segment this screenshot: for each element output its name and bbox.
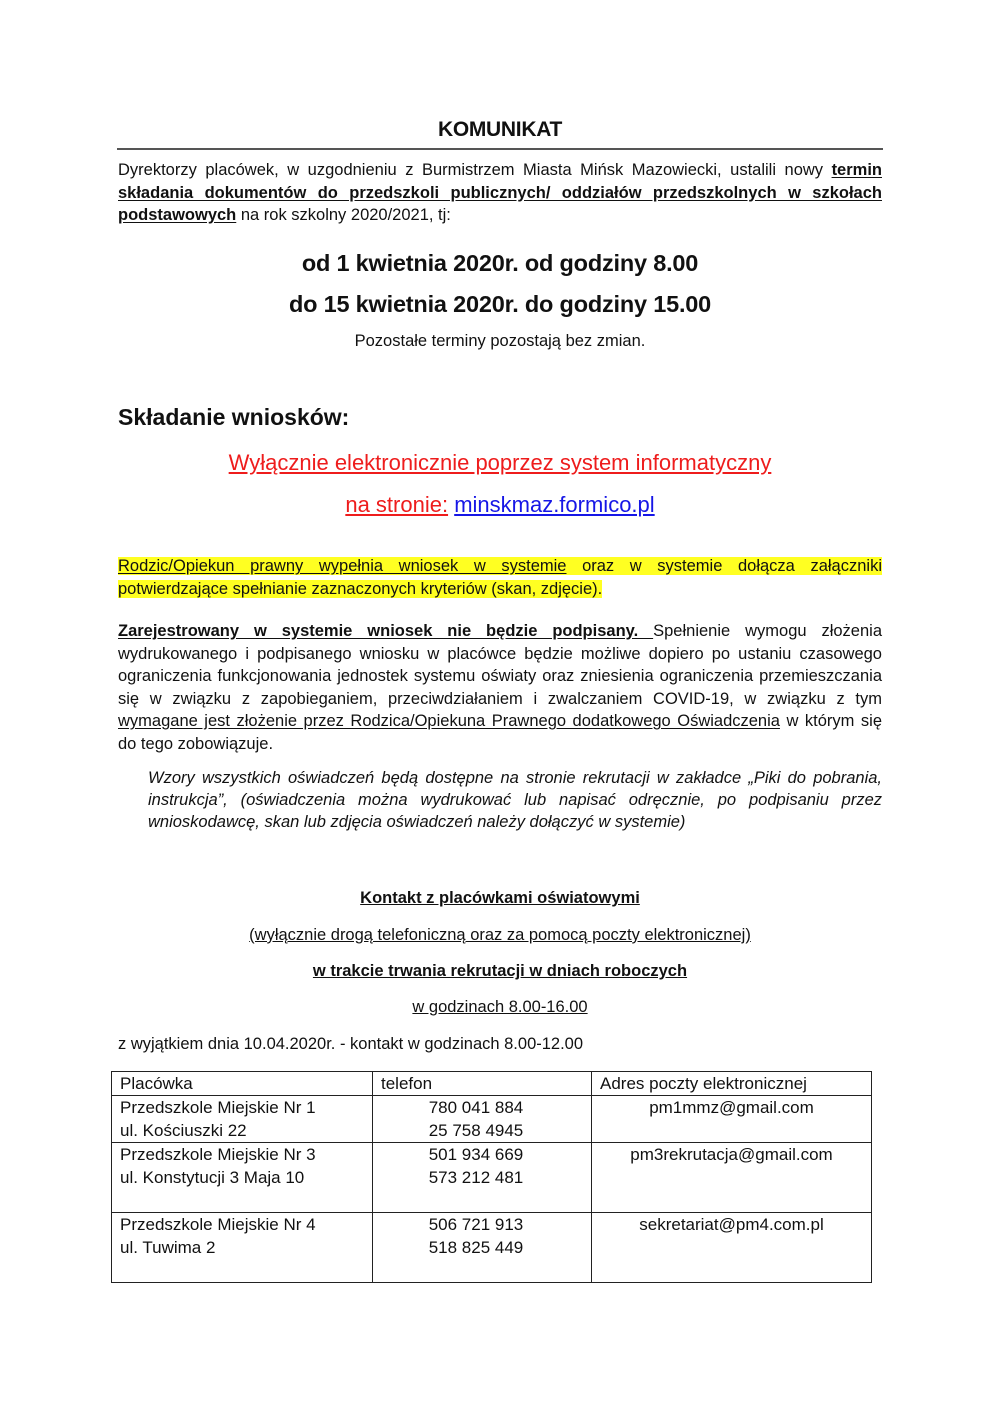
site-prefix: na stronie: — [345, 492, 449, 517]
signature-note-emphasis: Zarejestrowany w systemie wniosek nie będzie podpisany. — [118, 622, 654, 640]
phone-number[interactable]: 573 212 481 — [428, 1168, 524, 1187]
date-to: do 15 kwietnia 2020r. do godziny 15.00 — [288, 291, 712, 317]
phone-number[interactable]: 518 825 449 — [428, 1238, 524, 1257]
parent-note-rest: oraz w systemie dołącza załączniki potwierdzające spełnianie zaznaczonych kryteriów (skan, zdjęcie). — [118, 557, 882, 598]
intro-lead: Dyrektorzy placówek, w uzgodnieniu z Burmistrzem Miasta Mińsk Mazowiecki, ustalili nowy — [118, 161, 824, 179]
header-placowka: Placówka — [112, 1072, 373, 1096]
phone-number[interactable]: 506 721 913 — [428, 1215, 524, 1234]
email-cell — [592, 1143, 872, 1213]
phone-number[interactable]: 501 934 669 — [428, 1145, 524, 1164]
table-header-row — [112, 1072, 872, 1096]
email-cell — [592, 1096, 872, 1143]
phone-cell — [373, 1143, 592, 1213]
method-line — [0, 450, 1000, 476]
facility-cell — [112, 1143, 373, 1213]
header-email: Adres poczty elektronicznej — [592, 1072, 872, 1096]
facility-name: Przedszkole Miejskie Nr 3 — [120, 1145, 316, 1164]
applications-heading: Składanie wniosków: — [118, 404, 350, 430]
email-cell — [592, 1213, 872, 1283]
facility-address: ul. Konstytucji 3 Maja 10 — [120, 1168, 305, 1187]
facility-name: Przedszkole Miejskie Nr 4 — [120, 1215, 316, 1234]
parent-note-underlined: Rodzic/Opiekun prawny wypełnia wniosek w systemie — [118, 557, 567, 575]
contact-hours — [0, 998, 1000, 1017]
page-title: KOMUNIKAT — [437, 118, 563, 141]
email-address[interactable]: pm3rekrutacja@gmail.com — [630, 1145, 833, 1164]
intro-tail: na rok szkolny 2020/2021, tj: — [236, 206, 451, 224]
phone-cell — [373, 1213, 592, 1283]
site-line — [0, 492, 1000, 518]
facility-address: ul. Tuwima 2 — [120, 1238, 216, 1257]
facility-name: Przedszkole Miejskie Nr 1 — [120, 1098, 316, 1117]
email-address[interactable]: pm1mmz@gmail.com — [649, 1098, 814, 1117]
contact-heading — [0, 889, 1000, 908]
site-link[interactable]: minskmaz.formico.pl — [454, 492, 655, 517]
phone-number[interactable]: 780 041 884 — [428, 1098, 524, 1117]
contact-heading-text: Kontakt z placówkami oświatowymi — [360, 889, 640, 907]
table-row — [112, 1143, 872, 1213]
method-text: Wyłącznie elektronicznie poprzez system informatyczny — [228, 450, 772, 475]
signature-note — [118, 620, 882, 755]
phone-cell — [373, 1096, 592, 1143]
header-telefon: telefon — [373, 1072, 592, 1096]
facility-cell — [112, 1096, 373, 1143]
title-divider — [117, 148, 883, 150]
date-from: od 1 kwietnia 2020r. od godziny 8.00 — [301, 250, 699, 276]
templates-note: Wzory wszystkich oświadczeń będą dostępne na stronie rekrutacji w zakładce „Piki do pobrania, instrukcja”, (oświadczenia można wydrukować lub napisać odręcznie, po podpisaniu przez wnioskodawcę, skan lub zdjęcia oświadczeń należy dołączyć w systemie) — [148, 769, 882, 831]
contact-exception: z wyjątkiem dnia 10.04.2020r. - kontakt w godzinach 8.00-12.00 — [118, 1035, 584, 1053]
facility-address: ul. Kościuszki 22 — [120, 1121, 247, 1140]
table-row — [112, 1213, 872, 1283]
contacts-table — [111, 1071, 872, 1283]
contact-hours-text: w godzinach 8.00-16.00 — [412, 998, 588, 1016]
email-address[interactable]: sekretariat@pm4.com.pl — [639, 1215, 824, 1234]
table-row — [112, 1096, 872, 1143]
signature-note-end: w którym się do tego zobowiązuje. — [118, 712, 882, 753]
intro-deadline-emphasis: termin składania dokumentów do przedszkoli publicznych/ oddziałów przedszkolnych w szkołach podstawowych — [118, 161, 882, 224]
contact-mode — [0, 926, 1000, 945]
signature-note-requirement: wymagane jest złożenie przez Rodzica/Opiekuna Prawnego dodatkowego Oświadczenia — [118, 712, 780, 730]
contact-mode-text: (wyłącznie drogą telefoniczną oraz za pomocą poczty elektronicznej) — [249, 926, 751, 944]
intro-paragraph — [118, 159, 882, 227]
signature-note-middle: Spełnienie wymogu złożenia wydrukowanego i podpisanego wniosku w placówce będzie możliwe dopiero po ustaniu czasowego ograniczenia funkcjonowania jednostek systemu oświaty oraz zniesienia ograniczenia przemieszczania się w związku z zapobieganiem, przeciwdziałaniem i zwalczaniem COVID-19, w związku z tym — [118, 622, 883, 708]
parent-note — [118, 555, 882, 600]
dates-note: Pozostałe terminy pozostają bez zmian. — [354, 332, 646, 350]
facility-cell — [112, 1213, 373, 1283]
contact-period-text: w trakcie trwania rekrutacji w dniach roboczych — [312, 962, 688, 980]
phone-number[interactable]: 25 758 4945 — [428, 1121, 524, 1140]
contact-period — [0, 962, 1000, 981]
